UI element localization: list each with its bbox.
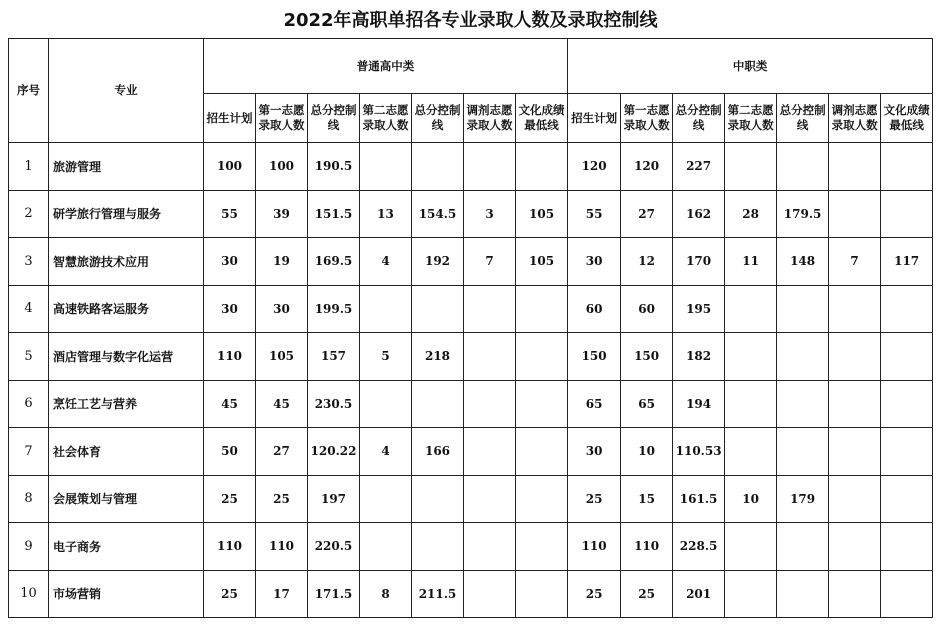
cell-a-5: [464, 428, 516, 476]
cell-a-0: 30: [204, 238, 256, 286]
cell-a-3: 4: [360, 428, 412, 476]
cell-b-4: 179: [777, 475, 829, 523]
cell-a-2: 230.5: [308, 380, 360, 428]
cell-b-0: 150: [568, 333, 621, 381]
subheader-b-5: 调剂志愿录取人数: [829, 94, 881, 143]
cell-a-0: 110: [204, 333, 256, 381]
cell-a-1: 17: [256, 570, 308, 618]
cell-a-3: 5: [360, 333, 412, 381]
cell-b-3: 10: [725, 475, 777, 523]
row-number: 9: [9, 523, 49, 571]
cell-b-6: [881, 333, 933, 381]
cell-a-4: 211.5: [412, 570, 464, 618]
cell-a-6: [516, 285, 568, 333]
cell-a-3: 13: [360, 190, 412, 238]
cell-a-1: 105: [256, 333, 308, 381]
cell-b-5: [829, 570, 881, 618]
cell-a-4: 192: [412, 238, 464, 286]
cell-a-2: 197: [308, 475, 360, 523]
cell-a-5: [464, 570, 516, 618]
row-number: 10: [9, 570, 49, 618]
table-row: [9, 190, 933, 238]
cell-a-3: [360, 380, 412, 428]
cell-a-6: 105: [516, 190, 568, 238]
table-row: [9, 380, 933, 428]
cell-a-6: [516, 523, 568, 571]
cell-b-5: [829, 380, 881, 428]
subheader-b-1: 第一志愿录取人数: [621, 94, 673, 143]
table-row: [9, 285, 933, 333]
cell-a-2: 157: [308, 333, 360, 381]
cell-a-5: 7: [464, 238, 516, 286]
cell-a-1: 19: [256, 238, 308, 286]
cell-b-0: 110: [568, 523, 621, 571]
cell-b-6: [881, 190, 933, 238]
cell-a-4: 218: [412, 333, 464, 381]
cell-a-1: 27: [256, 428, 308, 476]
major-name: 酒店管理与数字化运营: [49, 333, 204, 381]
subheader-a-4: 总分控制线: [412, 94, 464, 143]
cell-a-1: 30: [256, 285, 308, 333]
cell-b-5: [829, 523, 881, 571]
cell-b-1: 110: [621, 523, 673, 571]
header-vocational: 中职类: [568, 39, 933, 94]
cell-b-1: 65: [621, 380, 673, 428]
subheader-a-2: 总分控制线: [308, 94, 360, 143]
row-number: 5: [9, 333, 49, 381]
cell-b-0: 30: [568, 428, 621, 476]
cell-a-2: 151.5: [308, 190, 360, 238]
admission-table: [8, 38, 933, 618]
cell-a-3: 4: [360, 238, 412, 286]
cell-a-1: 110: [256, 523, 308, 571]
cell-a-2: 169.5: [308, 238, 360, 286]
cell-a-0: 110: [204, 523, 256, 571]
major-name: 旅游管理: [49, 143, 204, 191]
cell-b-3: [725, 523, 777, 571]
major-name: 市场营销: [49, 570, 204, 618]
cell-b-3: 11: [725, 238, 777, 286]
cell-a-2: 171.5: [308, 570, 360, 618]
cell-a-6: [516, 380, 568, 428]
cell-b-2: 162: [673, 190, 725, 238]
cell-a-1: 100: [256, 143, 308, 191]
cell-b-1: 120: [621, 143, 673, 191]
cell-b-5: [829, 285, 881, 333]
cell-b-0: 65: [568, 380, 621, 428]
cell-b-3: [725, 380, 777, 428]
cell-a-5: 3: [464, 190, 516, 238]
subheader-a-6: 文化成绩最低线: [516, 94, 568, 143]
subheader-a-1: 第一志愿录取人数: [256, 94, 308, 143]
cell-b-6: [881, 285, 933, 333]
cell-b-5: [829, 333, 881, 381]
cell-b-0: 25: [568, 475, 621, 523]
cell-b-4: [777, 570, 829, 618]
cell-b-5: [829, 190, 881, 238]
cell-b-4: [777, 380, 829, 428]
cell-b-2: 227: [673, 143, 725, 191]
cell-b-2: 201: [673, 570, 725, 618]
cell-a-1: 39: [256, 190, 308, 238]
cell-b-1: 12: [621, 238, 673, 286]
cell-b-4: [777, 428, 829, 476]
cell-b-2: 110.53: [673, 428, 725, 476]
cell-a-2: 220.5: [308, 523, 360, 571]
cell-a-5: [464, 143, 516, 191]
major-name: 电子商务: [49, 523, 204, 571]
table-row: [9, 475, 933, 523]
cell-b-4: [777, 143, 829, 191]
cell-b-4: 179.5: [777, 190, 829, 238]
cell-a-3: [360, 523, 412, 571]
cell-b-2: 170: [673, 238, 725, 286]
cell-a-6: [516, 333, 568, 381]
cell-a-0: 100: [204, 143, 256, 191]
cell-a-0: 50: [204, 428, 256, 476]
cell-b-4: [777, 333, 829, 381]
cell-b-5: [829, 428, 881, 476]
cell-a-6: 105: [516, 238, 568, 286]
subheader-b-6: 文化成绩最低线: [881, 94, 933, 143]
row-number: 1: [9, 143, 49, 191]
major-name: 高速铁路客运服务: [49, 285, 204, 333]
table-row: [9, 143, 933, 191]
cell-b-1: 25: [621, 570, 673, 618]
cell-a-0: 25: [204, 570, 256, 618]
cell-b-6: [881, 523, 933, 571]
cell-b-6: [881, 570, 933, 618]
row-number: 2: [9, 190, 49, 238]
cell-b-0: 25: [568, 570, 621, 618]
cell-a-2: 190.5: [308, 143, 360, 191]
cell-b-2: 195: [673, 285, 725, 333]
cell-b-0: 30: [568, 238, 621, 286]
row-number: 7: [9, 428, 49, 476]
table-row: [9, 570, 933, 618]
major-name: 智慧旅游技术应用: [49, 238, 204, 286]
table-row: [9, 238, 933, 286]
cell-b-6: [881, 380, 933, 428]
cell-a-0: 30: [204, 285, 256, 333]
cell-b-4: 148: [777, 238, 829, 286]
cell-b-4: [777, 285, 829, 333]
cell-a-3: [360, 475, 412, 523]
cell-b-1: 60: [621, 285, 673, 333]
cell-a-3: 8: [360, 570, 412, 618]
cell-a-0: 55: [204, 190, 256, 238]
cell-a-6: [516, 475, 568, 523]
table-row: [9, 523, 933, 571]
subheader-b-3: 第二志愿录取人数: [725, 94, 777, 143]
major-name: 社会体育: [49, 428, 204, 476]
cell-a-4: [412, 285, 464, 333]
row-number: 3: [9, 238, 49, 286]
cell-a-6: [516, 570, 568, 618]
header-no: 序号: [9, 39, 49, 143]
row-number: 6: [9, 380, 49, 428]
cell-b-2: 228.5: [673, 523, 725, 571]
cell-a-0: 45: [204, 380, 256, 428]
subheader-a-0: 招生计划: [204, 94, 256, 143]
cell-a-4: 166: [412, 428, 464, 476]
cell-a-0: 25: [204, 475, 256, 523]
cell-a-3: [360, 285, 412, 333]
table-row: [9, 428, 933, 476]
subheader-b-0: 招生计划: [568, 94, 621, 143]
cell-b-5: 7: [829, 238, 881, 286]
cell-b-6: [881, 143, 933, 191]
cell-b-3: [725, 143, 777, 191]
cell-a-5: [464, 380, 516, 428]
cell-b-2: 161.5: [673, 475, 725, 523]
cell-b-1: 15: [621, 475, 673, 523]
cell-b-5: [829, 475, 881, 523]
cell-a-5: [464, 523, 516, 571]
cell-b-6: [881, 475, 933, 523]
cell-a-1: 25: [256, 475, 308, 523]
cell-a-6: [516, 143, 568, 191]
page-title: 2022年高职单招各专业录取人数及录取控制线: [283, 10, 658, 31]
header-major: 专业: [49, 39, 204, 143]
cell-a-1: 45: [256, 380, 308, 428]
cell-a-3: [360, 143, 412, 191]
cell-a-5: [464, 285, 516, 333]
cell-a-4: 154.5: [412, 190, 464, 238]
major-name: 研学旅行管理与服务: [49, 190, 204, 238]
cell-b-2: 182: [673, 333, 725, 381]
cell-a-4: [412, 143, 464, 191]
cell-b-1: 10: [621, 428, 673, 476]
subheader-a-3: 第二志愿录取人数: [360, 94, 412, 143]
cell-b-3: [725, 428, 777, 476]
cell-a-2: 120.22: [308, 428, 360, 476]
major-name: 会展策划与管理: [49, 475, 204, 523]
cell-b-6: [881, 428, 933, 476]
cell-b-0: 120: [568, 143, 621, 191]
cell-a-6: [516, 428, 568, 476]
header-general-high-school: 普通高中类: [204, 39, 568, 94]
cell-b-3: [725, 333, 777, 381]
cell-a-4: [412, 380, 464, 428]
major-name: 烹饪工艺与营养: [49, 380, 204, 428]
cell-b-0: 55: [568, 190, 621, 238]
cell-b-2: 194: [673, 380, 725, 428]
cell-b-3: [725, 285, 777, 333]
subheader-a-5: 调剂志愿录取人数: [464, 94, 516, 143]
cell-a-4: [412, 523, 464, 571]
cell-b-1: 150: [621, 333, 673, 381]
row-number: 8: [9, 475, 49, 523]
cell-b-0: 60: [568, 285, 621, 333]
row-number: 4: [9, 285, 49, 333]
subheader-b-2: 总分控制线: [673, 94, 725, 143]
cell-a-5: [464, 333, 516, 381]
cell-a-4: [412, 475, 464, 523]
cell-b-3: 28: [725, 190, 777, 238]
cell-b-4: [777, 523, 829, 571]
cell-b-1: 27: [621, 190, 673, 238]
subheader-b-4: 总分控制线: [777, 94, 829, 143]
cell-a-5: [464, 475, 516, 523]
cell-b-6: 117: [881, 238, 933, 286]
cell-b-5: [829, 143, 881, 191]
cell-a-2: 199.5: [308, 285, 360, 333]
table-row: [9, 333, 933, 381]
cell-b-3: [725, 570, 777, 618]
